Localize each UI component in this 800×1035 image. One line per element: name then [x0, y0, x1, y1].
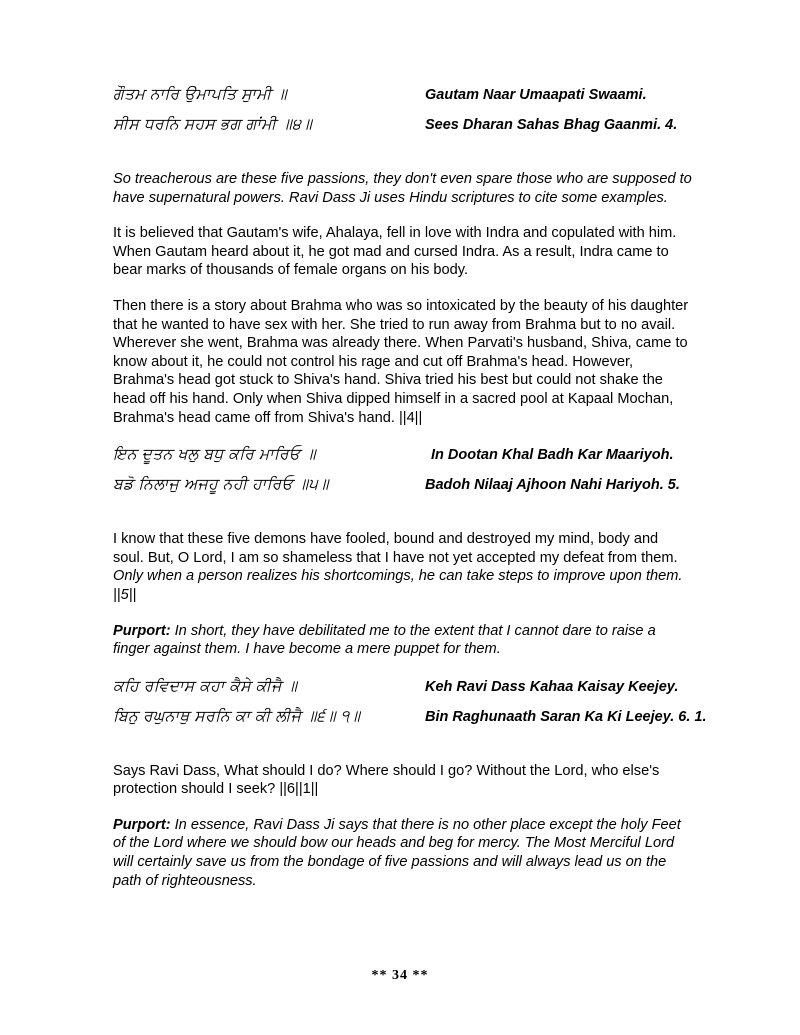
verse-line — [113, 474, 693, 504]
verse-line — [113, 114, 693, 144]
verse-block-4 — [113, 84, 693, 144]
paragraph-purport-2 — [113, 816, 693, 890]
verse-line — [113, 676, 693, 706]
verse5-italic-text: Only when a person realizes his shortcomings, he can take steps to improve upon them. — [113, 568, 683, 585]
purport-text: In short, they have debilitated me to the extent that I cannot dare to raise a finger against them. I have become a mere puppet for them. — [113, 622, 656, 658]
transliteration-text: Bin Raghunaath Saran Ka Ki Leejey. 6. 1. — [425, 708, 707, 725]
verse-marker: ||4|| — [398, 409, 423, 426]
brahma-story-text: Then there is a story about Brahma who was so intoxicated by the beauty of his daughter that he wanted to have sex with her. She tried to run away from Brahma but to no avail. Wherever she went, Brahma was already there. When Parvati's husband, Shiva, came to know about it, he could not control his rage and cut off Brahma's head. However, Brahma's head got stuck to Shiva's hand. Shiva tried his best but could not shake the head off his hand. Only when Shiva dipped himself in a sacred pool at Kapaal Mochan, Brahma's head came off from Shiva's hand. — [113, 297, 689, 426]
verse5-plain-text: I know that these five demons have fooled, bound and destroyed my mind, body and soul. But, O Lord, I am so shameless that I have not yet accepted my defeat from them. — [113, 531, 678, 566]
block-spacer — [113, 152, 693, 170]
purport-text: In essence, Ravi Dass Ji says that there is no other place except the holy Feet of the Lord where we should bow our heads and beg for mercy. The Most Merciful Lord will certainly save us from the bondage of five passions and will always lead us on the path of righteousness. — [113, 816, 681, 889]
verse6-plain-text: Says Ravi Dass, What should I do? Where should I go? Without the Lord, who else's protection should I seek? — [113, 762, 660, 798]
gurmukhi-text: ਗੌਤਮ ਨਾਰਿ ਉਮਾਪਤਿ ਸੁਾਮੀ ॥ — [113, 86, 288, 103]
page-number: ** 34 ** — [371, 968, 429, 983]
transliteration-text: Badoh Nilaaj Ajhoon Nahi Hariyoh. 5. — [425, 477, 680, 494]
paragraph-verse6-explanation — [113, 762, 693, 799]
transliteration-text: Gautam Naar Umaapati Swaami. — [425, 87, 647, 103]
gurmukhi-text: ਸੀਸ ਧਰਨਿ ਸਹਸ ਭਗ ਗਾਂਮੀ ॥੪॥ — [113, 116, 313, 133]
paragraph-brahma-story — [113, 297, 693, 427]
block-spacer — [113, 744, 693, 762]
gurmukhi-text: ਬਿਨੁ ਰਘੁਨਾਥੁ ਸਰਨਿ ਕਾ ਕੀ ਲੀਜੈ ॥੬॥ ੧॥ — [113, 707, 361, 725]
transliteration-text: In Dootan Khal Badh Kar Maariyoh. — [431, 447, 674, 464]
purport-label: Purport: — [113, 622, 171, 639]
paragraph-gautam-story: It is believed that Gautam's wife, Ahalaya, fell in love with Indra and copulated with him. When Gautam heard about it, he got mad and cursed Indra. As a result, Indra came to bear marks of thousands of female organs on his body. — [113, 225, 677, 279]
verse-line — [113, 84, 693, 114]
block-spacer — [113, 512, 693, 530]
transliteration-text: Keh Ravi Dass Kahaa Kaisay Keejey. — [425, 678, 679, 695]
purport-label: Purport: — [113, 816, 171, 833]
gurmukhi-text: ਬਡੋ ਨਿਲਾਜੁ ਅਜਹੂ ਨਹੀ ਹਾਰਿਓ ॥੫॥ — [113, 476, 329, 494]
paragraph-purport-1 — [113, 622, 693, 659]
paragraph-verse5-explanation — [113, 530, 693, 604]
verse-line — [113, 706, 707, 736]
verse-line — [113, 444, 693, 474]
verse-marker: ||6||1|| — [279, 781, 319, 798]
page-content — [113, 84, 707, 907]
verse-block-6 — [113, 676, 707, 736]
transliteration-text: Sees Dharan Sahas Bhag Gaanmi. 4. — [425, 117, 678, 133]
gurmukhi-text: ਇਨ ਦੂਤਨ ਖਲੁ ਬਧੁ ਕਰਿ ਮਾਰਿਓ ॥ — [113, 446, 316, 464]
paragraph-intro-italic: So treacherous are these five passions, they don't even spare those who are supposed to have supernatural powers. Ravi Dass Ji uses Hindu scriptures to cite some examples. — [113, 171, 692, 206]
verse-marker: ||5|| — [113, 586, 137, 603]
gurmukhi-text: ਕਹਿ ਰਵਿਦਾਸ ਕਹਾ ਕੈਸੇ ਕੀਜੈ ॥ — [113, 677, 298, 695]
verse-block-5 — [113, 444, 693, 504]
